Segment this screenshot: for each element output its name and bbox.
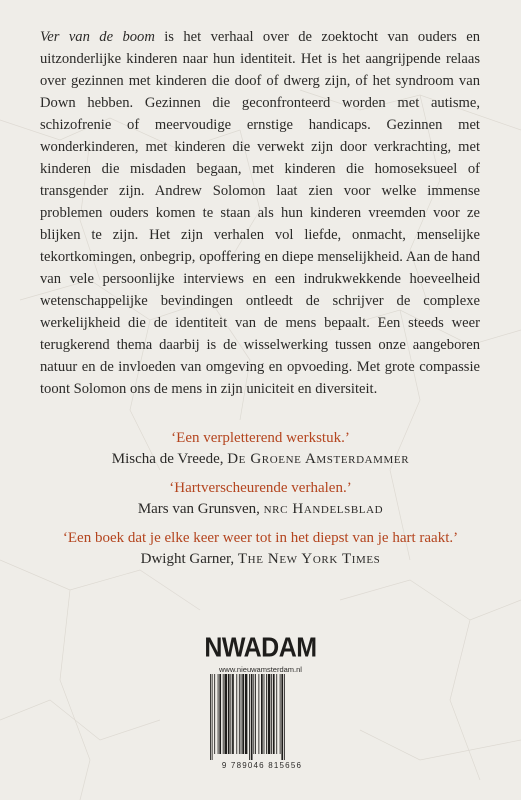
- quote-publication: De Groene Amsterdammer: [227, 451, 410, 467]
- barcode-bar: [276, 674, 277, 754]
- review-quotes: [30, 428, 491, 578]
- quote-source: [30, 499, 491, 520]
- barcode-bar: [251, 674, 253, 760]
- barcode-bar: [273, 674, 275, 754]
- book-title-italic: Ver van de boom: [40, 29, 155, 45]
- barcode-bar: [261, 674, 263, 754]
- quote-text: ‘Een verpletterend werkstuk.’: [171, 430, 350, 446]
- barcode-bar: [281, 674, 283, 760]
- barcode-bar: [264, 674, 265, 754]
- barcode-bar: [210, 674, 211, 760]
- barcode-bar: [249, 674, 250, 760]
- review-quote: [30, 428, 491, 470]
- barcode-bar: [266, 674, 267, 754]
- barcode-bar: [219, 674, 221, 754]
- barcode-bar: [242, 674, 244, 754]
- quote-author: Mischa de Vreede,: [111, 451, 224, 467]
- barcode-bar: [223, 674, 224, 754]
- barcode-bar: [271, 674, 272, 754]
- barcode-bar: [241, 674, 242, 754]
- barcode-bar: [218, 674, 219, 754]
- review-quote: [30, 478, 491, 520]
- barcode: [208, 674, 316, 760]
- quote-author: Mars van Grunsven,: [137, 501, 260, 517]
- barcode-bar: [236, 674, 237, 754]
- barcode-bar: [239, 674, 240, 754]
- quote-source: [30, 449, 491, 470]
- barcode-bar: [280, 674, 281, 754]
- barcode-bar: [214, 674, 215, 754]
- barcode-bar: [258, 674, 259, 754]
- barcode-bar: [212, 674, 213, 760]
- barcode-bar: [230, 674, 231, 754]
- quote-author: Dwight Garner,: [140, 551, 235, 567]
- quote-source: [30, 549, 491, 570]
- description-text: is het verhaal over de zoektocht van ouders en uitzonderlijke kinderen naar hun identiteit. Het is het aangrijpende relaas over gezinnen met kinderen die doof of dwerg zijn, of het syndroom van Down hebben. Gezinnen die geconfronteerd worden met autisme, schizofrenie of meervoudige ernstige handicaps. Gezinnen met wonderkinderen, met kinderen die verwekt zijn door verkrachting, met kinderen die misdaden begaan, met kinderen die homoseksueel of transgender zijn. Andrew Solomon laat zien voor welke immense problemen ouders komen te staan als hun kinderen vreemden voor ze blijken te zijn. Het zijn verhalen vol liefde, onmacht, menselijke tekortkomingen, onbegrip, opoffering en diepe menselijkheid. Aan de hand van vele persoonlijke interviews en een indrukwekkende hoeveelheid wetenschappelijke bevindingen ontleedt de schrijver de complexe werkelijkheid die de identiteit van de mens bepaalt. Een steeds weer terugkerend thema daarbij is de wisselwerking tussen onze aangeboren natuur en de invloeden van omgeving en opvoeding. Met grote compassie toont Solomon ons de mens in zijn uniciteit en diversiteit.: [40, 29, 480, 397]
- review-quote: [30, 528, 491, 570]
- barcode-bar: [284, 674, 285, 760]
- barcode-bar: [245, 674, 248, 754]
- barcode-bar: [232, 674, 234, 754]
- quote-text: ‘Een boek dat je elke keer weer tot in het diepst van je hart raakt.’: [62, 530, 459, 546]
- publisher-logo: NWADAM: [204, 632, 317, 664]
- quote-publication: nrc Handelsblad: [263, 501, 384, 517]
- barcode-bar: [224, 674, 227, 754]
- quote-text: ‘Hartverscheurende verhalen.’: [169, 480, 352, 496]
- publisher-block: [0, 634, 521, 674]
- publisher-url: www.nieuwamsterdam.nl: [219, 665, 302, 674]
- barcode-bar: [268, 674, 271, 754]
- barcode-block: [208, 674, 316, 770]
- barcode-bar: [255, 674, 256, 754]
- barcode-bar: [228, 674, 230, 754]
- barcode-bar: [253, 674, 254, 754]
- description-paragraph: [40, 26, 480, 400]
- quote-publication: The New York Times: [237, 551, 381, 567]
- isbn-number: 9 789046 815656: [221, 761, 303, 770]
